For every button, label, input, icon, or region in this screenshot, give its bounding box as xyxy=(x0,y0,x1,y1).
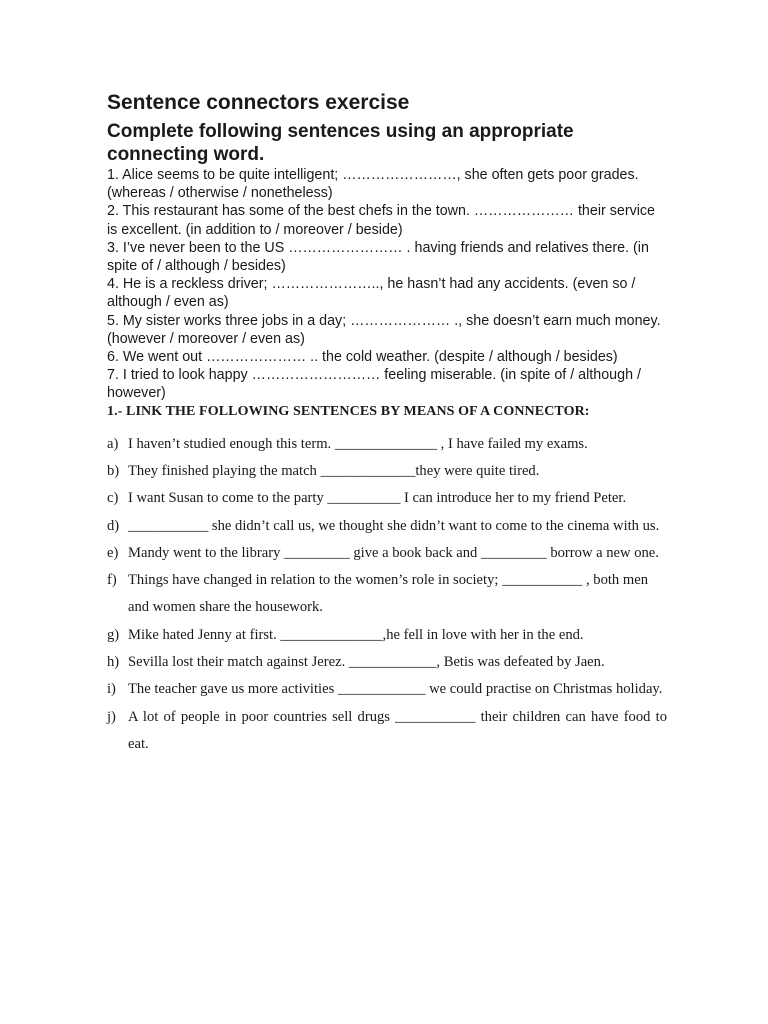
page-subtitle: Complete following sentences using an appropriate connecting word. xyxy=(107,121,574,165)
sentence-5: 5. My sister works three jobs in a day; ………………… ., she doesn’t earn much money. (however / moreover / even as) xyxy=(107,312,661,347)
item-label: b) xyxy=(107,462,120,479)
sentence-7: 7. I tried to look happy ……………………… feeling miserable. (in spite of / although / however) xyxy=(107,367,641,402)
item-text: Mandy went to the library _________ give a book back and _________ borrow a new one. xyxy=(128,544,659,561)
item-text: Things have changed in relation to the women’s role in society; ___________ , both men and women share the housework. xyxy=(128,572,649,616)
sentence-1: 1. Alice seems to be quite intelligent; ……………………, she often gets poor grades. (whereas / otherwise / nonetheless) xyxy=(107,167,639,202)
item-text: Mike hated Jenny at first. ______________,he fell in love with her in the end. xyxy=(128,626,584,643)
list-item xyxy=(107,622,667,649)
worksheet xyxy=(107,90,667,758)
item-text: I haven’t studied enough this term. ______________ , I have failed my exams. xyxy=(128,435,588,452)
list-item xyxy=(107,676,667,703)
item-label: j) xyxy=(107,708,116,725)
item-label: f) xyxy=(107,572,117,589)
list-item xyxy=(107,431,667,458)
exercise-part-two xyxy=(107,403,667,759)
item-label: d) xyxy=(107,517,120,534)
item-text: A lot of people in poor countries sell drugs ___________ their children can have food to eat. xyxy=(128,708,667,752)
section-heading: 1.- LINK THE FOLLOWING SENTENCES BY MEANS OF A CONNECTOR: xyxy=(107,403,590,419)
list-item xyxy=(107,485,667,512)
item-label: c) xyxy=(107,490,119,507)
item-text: The teacher gave us more activities ____________ we could practise on Christmas holiday. xyxy=(128,681,663,698)
list-item xyxy=(107,513,667,540)
item-label: h) xyxy=(107,654,120,671)
item-text: ___________ she didn’t call us, we thought she didn’t want to come to the cinema with us. xyxy=(128,517,660,534)
page-title: Sentence connectors exercise xyxy=(107,91,410,114)
item-label: e) xyxy=(107,544,119,561)
list-item xyxy=(107,567,667,622)
sentence-2: 2. This restaurant has some of the best chefs in the town. ………………… their service is excellent. (in addition to / moreover / beside) xyxy=(107,203,656,238)
sentence-6: 6. We went out ………………… .. the cold weather. (despite / although / besides) xyxy=(107,349,618,366)
list-item xyxy=(107,540,667,567)
exercise-part-one xyxy=(107,166,667,403)
list-item xyxy=(107,649,667,676)
item-label: i) xyxy=(107,681,116,698)
sentence-4: 4. He is a reckless driver; ………………….., he hasn’t had any accidents. (even so / although / even as) xyxy=(107,276,636,311)
item-label: g) xyxy=(107,626,120,643)
item-text: They finished playing the match _____________they were quite tired. xyxy=(128,462,540,479)
sentence-3: 3. I’ve never been to the US …………………… . having friends and relatives there. (in spite of / although / besides) xyxy=(107,239,649,275)
item-text: I want Susan to come to the party __________ I can introduce her to my friend Peter. xyxy=(128,490,627,507)
item-label: a) xyxy=(107,435,119,452)
item-text: Sevilla lost their match against Jerez. ____________, Betis was defeated by Jaen. xyxy=(128,654,605,671)
list-item xyxy=(107,458,667,485)
list-item xyxy=(107,704,667,759)
